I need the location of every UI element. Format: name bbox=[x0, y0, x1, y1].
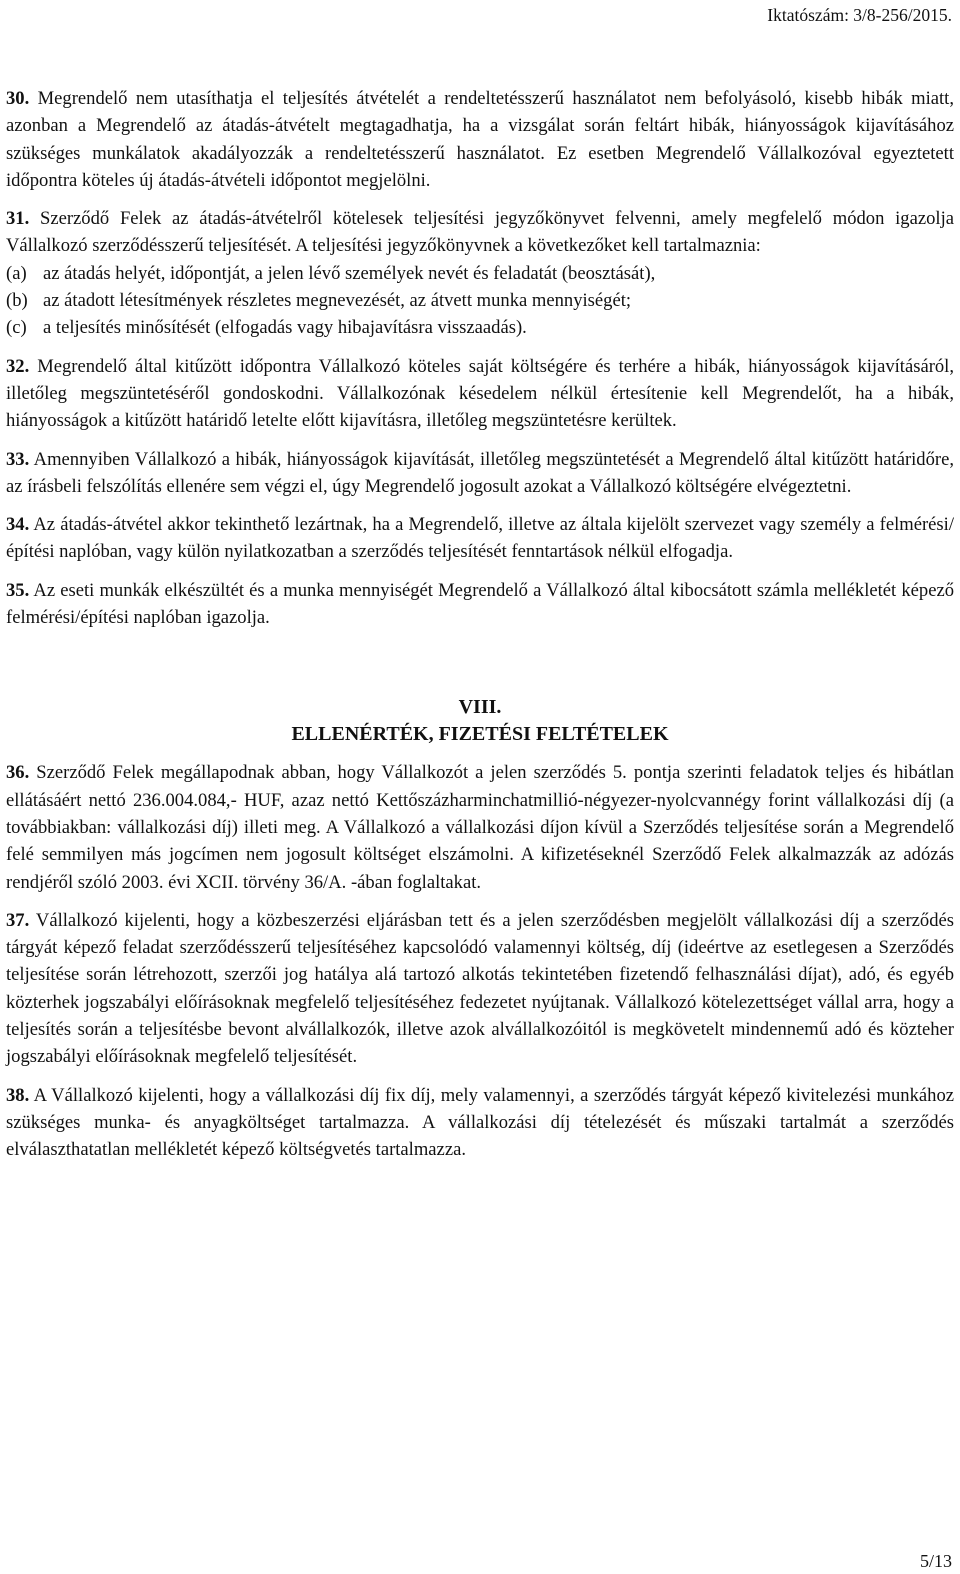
reference-number: Iktatószám: 3/8-256/2015. bbox=[767, 5, 952, 25]
paragraph-number: 37. bbox=[6, 909, 30, 931]
paragraph-text: Szerződő Felek megállapodnak abban, hogy Vállalkozót a jelen szerződés 5. pontja szerinti feladatok teljes és hibátlan ellátásáért nettó 236.004.084,- HUF, azaz nettó Kettőszázharminchatmillió-négyezer-nyolcvannégy forint vállalkozási díj (a továbbiakban: vállalkozási díj) illeti meg. A Vállalkozó a vállalkozási díjon kívül a Szerződés teljesítése során a Megrendelő felé semmilyen más jogcímen nem jogosult költséget elszámolni. A kifizetéseknél Szerződő Felek alkalmazzák az adózás rendjéről szóló 2003. évi XCII. törvény 36/A. -ában foglaltakat. bbox=[6, 762, 954, 893]
list-item-text: az átadás helyét, időpontját, a jelen lévő személyek nevét és feladatát (beosztását), bbox=[43, 262, 656, 284]
paragraph-text: Amennyiben Vállalkozó a hibák, hiányosságok kijavítását, illetőleg megszüntetését a Megrendelő által kitűzött határidőre, az írásbeli felszólítás ellenére sem végzi el, úgy Megrendelő jogosult azokat a Vállalkozó költségére elvégeztetni. bbox=[6, 448, 954, 497]
paragraph-35 bbox=[6, 577, 954, 632]
list-item-letter: (c) bbox=[6, 317, 27, 339]
paragraph-number: 36. bbox=[6, 762, 30, 784]
paragraph-number: 32. bbox=[6, 355, 30, 377]
page-number: 5/13 bbox=[919, 1551, 952, 1571]
paragraph-text: Szerződő Felek az átadás-átvételről kötelesek teljesítési jegyzőkönyvet felvenni, amely megfelelő módon igazolja Vállalkozó szerződésszerű teljesítését. A teljesítési jegyzőkönyvnek a következőket kell tartalmaznia: bbox=[6, 208, 954, 257]
paragraph-32 bbox=[6, 353, 954, 435]
paragraph-30 bbox=[6, 85, 954, 194]
paragraph-number: 34. bbox=[6, 514, 30, 536]
paragraph-37 bbox=[6, 907, 954, 1071]
list-item bbox=[6, 287, 954, 314]
paragraph-38 bbox=[6, 1082, 954, 1164]
paragraph-number: 30. bbox=[6, 88, 30, 109]
section-title: ELLENÉRTÉK, FIZETÉSI FELTÉTELEK bbox=[291, 723, 669, 746]
list-item-text: az átadott létesítmények részletes megnevezését, az átvett munka mennyiségét; bbox=[43, 290, 632, 312]
section-number: VIII. bbox=[458, 696, 502, 719]
paragraph-number: 38. bbox=[6, 1084, 30, 1106]
section-spacer bbox=[6, 642, 954, 694]
paragraph-text: A Vállalkozó kijelenti, hogy a vállalkozási díj fix díj, mely valamennyi, a szerződés tárgyát képező kivitelezési munkához szükséges munka- és anyagköltséget tartalmazza. A vállalkozási díj tételezését és műszaki tartalmát a szerződés elválaszthatatlan mellékletét képező költségvetés tartalmazza. bbox=[6, 1084, 954, 1161]
paragraph-34 bbox=[6, 511, 954, 566]
list-item-letter: (b) bbox=[6, 290, 28, 312]
paragraph-number: 31. bbox=[6, 208, 30, 230]
paragraph-text: Megrendelő nem utasíthatja el teljesítés átvételét a rendeltetésszerű használatot nem befolyásoló, kisebb hibák miatt, azonban a Megrendelő az átadás-átvételt megtagadhatja, ha a vizsgálat során feltárt hibák, hiányosságok kijavításához szükséges munkálatok akadályozzák a rendeltetésszerű használatot. Ez esetben Megrendelő Vállalkozóval egyeztetett időpontra köteles új átadás-átvételi időpontot megjelölni. bbox=[6, 88, 954, 191]
paragraph-33 bbox=[6, 446, 954, 501]
list-item bbox=[6, 260, 954, 287]
list-item bbox=[6, 314, 954, 341]
paragraph-text: Az eseti munkák elkészültét és a munka mennyiségét Megrendelő a Vállalkozó által kibocsátott számla mellékletét képező felmérési/építési naplóban igazolja. bbox=[6, 579, 955, 629]
paragraph-36 bbox=[6, 759, 954, 895]
paragraph-text: Az átadás-átvétel akkor tekinthető lezártnak, ha a Megrendelő, illetve az általa kijelölt szervezet vagy személy a felmérési/építési naplóban, vagy külön nyilatkozatban a szerződés teljesítését fenntartások nélkül elfogadja. bbox=[6, 514, 954, 563]
list-31 bbox=[6, 260, 954, 342]
paragraph-31 bbox=[6, 205, 954, 260]
document-body bbox=[6, 85, 954, 1175]
paragraph-number: 33. bbox=[6, 448, 30, 470]
list-item-letter: (a) bbox=[6, 262, 27, 284]
list-item-text: a teljesítés minősítését (elfogadás vagy hibajavításra visszaadás). bbox=[43, 317, 527, 339]
paragraph-text: Vállalkozó kijelenti, hogy a közbeszerzési eljárásban tett és a jelen szerződésben megjelölt vállalkozási díj a szerződés tárgyát képező feladat szerződésszerű teljesítéséhez kapcsolódó valamennyi költség, díj (ideértve az esetlegesen a Szerződés teljesítése során létrehozott, szerzői jog hatálya alá tartozó alkotás tekintetében fizetendő felhasználási díjat), adó, és egyéb közterhek jogszabályi előírásoknak megfelelő teljesítéséhez fedezetet nyújtanak. Vállalkozó kötelezettséget vállal arra, hogy a teljesítés során a teljesítésbe bevont alvállalkozók, illetve azok alvállalkozóitól is megkövetelt mindennemű adó és közteher jogszabályi előírásoknak megfelelő teljesítését. bbox=[6, 909, 955, 1068]
paragraph-text: Megrendelő által kitűzött időpontra Vállalkozó köteles saját költségére és terhére a hibák, hiányosságok kijavításáról, illetőleg megszüntetéséről gondoskodni. Vállalkozónak késedelem nélkül értesítenie kell Megrendelőt, ha a hibák, hiányosságok a kitűzött határidő letelte előtt kijavításra, illetőleg megszüntetésre kerültek. bbox=[6, 355, 955, 432]
paragraph-number: 35. bbox=[6, 579, 30, 601]
